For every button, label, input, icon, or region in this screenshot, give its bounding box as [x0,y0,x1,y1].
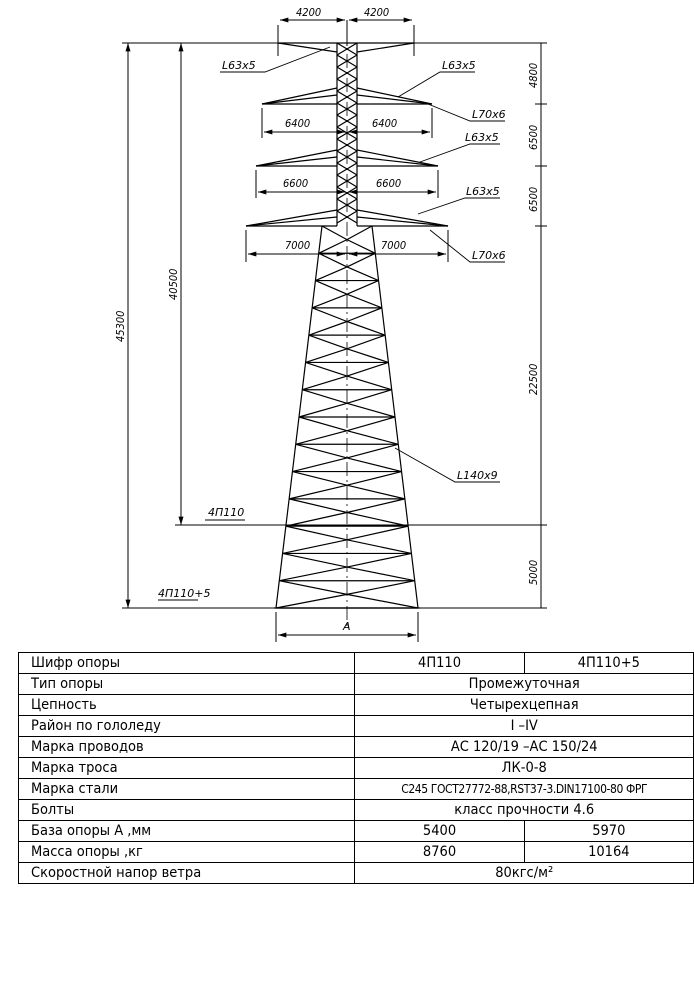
tower-brace [289,485,347,499]
tower-brace [347,294,382,308]
row-label: Болты [19,800,355,821]
tower-brace [296,444,347,458]
tower-brace [299,417,347,431]
tower-brace [299,403,347,417]
row-value: 5400 [355,821,524,842]
profile-label-5: L63x5 [466,185,500,198]
tower-brace [347,485,405,499]
height-dim-1: 4800 [527,62,540,88]
table-row [19,716,694,737]
tower-brace [283,553,347,567]
tower-brace [347,594,418,608]
row-value: 4П110 [355,653,524,674]
arm1-dim-right: 6400 [372,117,398,130]
total-height-dim: 45300 [114,310,127,342]
tower-brace [347,322,385,336]
tower-brace [347,431,398,445]
profile-label-6: L70x6 [472,249,506,262]
row-label: Марка стали [19,779,355,800]
row-value: ЛК-0-8 [355,758,694,779]
profile-label-3: L70x6 [472,108,506,121]
tower-brace [347,499,405,513]
top-dim-right: 4200 [364,6,390,19]
tower-brace [347,390,392,404]
height-dim-3: 6500 [527,186,540,212]
tower-brace [347,362,388,376]
tower-brace [306,349,347,363]
row-value: Четырехцепная [355,695,694,716]
tower-brace [347,540,411,554]
table-row [19,863,694,884]
table-row [19,674,694,695]
arm3-dim-left: 7000 [285,239,311,252]
profile-label-2: L63x5 [442,59,476,72]
tower-brace [302,376,347,390]
base-dim-label: A [343,620,351,633]
height-dim-4: 22500 [527,363,540,395]
tower-brace [347,240,375,254]
tower-brace [292,472,347,486]
tower-brace [279,567,347,581]
tower-brace [347,513,408,527]
tower-brace [286,526,347,540]
tower-brace [347,417,395,431]
tower-brace [347,553,411,567]
row-value: Промежуточная [355,674,694,695]
tower-brace [347,267,379,281]
height-dim-2: 6500 [527,124,540,150]
tower-brace [347,226,372,240]
tower-brace [319,240,347,254]
row-label: Марка троса [19,758,355,779]
tower-brace [347,281,379,295]
tower-brace [309,335,347,349]
tower-brace [289,499,347,513]
row-value: класс прочности 4.6 [355,800,694,821]
row-label: Район по гололеду [19,716,355,737]
row-label: Скоростной напор ветра [19,863,355,884]
row-value: АС 120/19 –АС 150/24 [355,737,694,758]
tower-brace [347,444,398,458]
arm3-dim-right: 7000 [381,239,407,252]
row-value: I –IV [355,716,694,737]
tower-brace [306,362,347,376]
earthwire-tie [357,43,414,52]
tower-brace [347,335,385,349]
tower-brace [315,281,347,295]
row-value: 4П110+5 [524,653,693,674]
tower-brace [315,267,347,281]
tower-brace [296,431,347,445]
table-row [19,695,694,716]
tower-brace [347,253,375,267]
row-label: База опоры А ,мм [19,821,355,842]
profile-label-7: L140x9 [457,469,498,482]
profile-label-4: L63x5 [465,131,499,144]
tower-brace [347,458,402,472]
tower-brace [347,376,392,390]
table-row [19,821,694,842]
table-row [19,737,694,758]
tower-brace [347,526,408,540]
tower-brace [347,349,388,363]
table-row [19,653,694,674]
row-value: С245 ГОСТ27772-88,RST37-3.DIN17100-80 ФРГ [355,779,694,800]
tower-brace [283,540,347,554]
row-value: 8760 [355,842,524,863]
arm1-dim-left: 6400 [285,117,311,130]
row-value: 10164 [524,842,693,863]
table-row [19,800,694,821]
level-label-lower: 4П110+5 [158,587,211,600]
row-label: Тип опоры [19,674,355,695]
table-row [19,842,694,863]
tower-brace [276,594,347,608]
row-value: 5970 [524,821,693,842]
tower-brace [292,458,347,472]
tower-brace [347,403,395,417]
top-dim-left: 4200 [296,6,322,19]
tower-brace [309,322,347,336]
tower-brace [347,567,415,581]
tower-brace [286,513,347,527]
row-label: Масса опоры ,кг [19,842,355,863]
profile-label-1: L63x5 [222,59,256,72]
tower-brace [347,308,382,322]
tower-brace [319,253,347,267]
height-dim-5: 5000 [527,559,540,585]
tower-brace [347,472,402,486]
tower-brace [347,581,415,595]
arm2-dim-right: 6600 [376,177,402,190]
table-row [19,779,694,800]
tower-brace [302,390,347,404]
lower-height-dim: 40500 [167,268,180,300]
row-label: Шифр опоры [19,653,355,674]
specifications-table [18,652,694,884]
tower-brace [312,308,347,322]
tower-brace [322,226,347,240]
row-label: Марка проводов [19,737,355,758]
arm2-dim-left: 6600 [283,177,309,190]
tower-brace [312,294,347,308]
level-label-upper: 4П110 [208,506,245,519]
tower-brace [279,581,347,595]
row-label: Цепность [19,695,355,716]
row-value: 80кгс/м² [355,863,694,884]
table-row [19,758,694,779]
